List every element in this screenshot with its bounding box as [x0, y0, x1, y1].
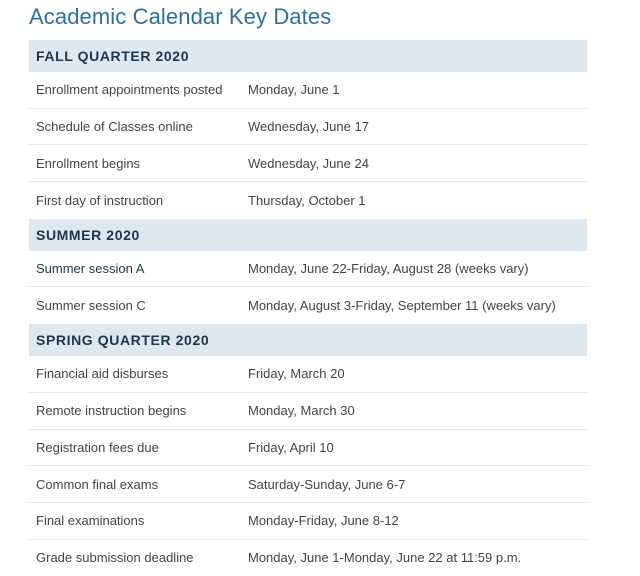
event-date: Friday, March 20	[248, 366, 345, 382]
table-row	[29, 109, 587, 146]
section-header-fall-2020: FALL QUARTER 2020	[29, 40, 587, 72]
section-header-spring-2020: SPRING QUARTER 2020	[29, 324, 587, 356]
table-row	[29, 540, 587, 576]
event-label: Summer session C	[36, 298, 146, 314]
table-row	[29, 72, 587, 109]
table-row	[29, 503, 587, 540]
event-label: Enrollment begins	[36, 155, 141, 171]
table-row	[29, 251, 587, 288]
event-date: Monday, August 3-Friday, September 11 (weeks vary)	[248, 298, 556, 314]
event-label: Financial aid disburses	[36, 366, 169, 382]
table-row	[29, 182, 587, 219]
event-date: Monday, June 1	[248, 82, 340, 98]
event-label: Remote instruction begins	[36, 403, 187, 419]
event-date: Monday, June 1-Monday, June 22 at 11:59 p.m.	[248, 550, 522, 566]
table-row	[29, 430, 587, 467]
event-date: Friday, April 10	[248, 439, 334, 455]
event-date: Monday-Friday, June 8-12	[248, 513, 399, 529]
table-row	[29, 145, 587, 182]
event-label: Summer session A	[36, 261, 145, 277]
event-label: First day of instruction	[36, 192, 164, 208]
event-date: Saturday-Sunday, June 6-7	[248, 476, 406, 492]
event-date: Monday, March 30	[248, 403, 355, 419]
event-label: Enrollment appointments posted	[36, 82, 223, 98]
event-label: Final examinations	[36, 513, 145, 529]
table-row	[29, 287, 587, 324]
table-row	[29, 466, 587, 503]
event-date: Thursday, October 1	[248, 192, 366, 208]
event-date: Wednesday, June 17	[248, 119, 369, 135]
event-label: Registration fees due	[36, 439, 159, 455]
table-row	[29, 356, 587, 393]
table-row	[29, 393, 587, 430]
event-date: Monday, June 22-Friday, August 28 (weeks vary)	[248, 261, 529, 277]
key-dates-table	[29, 40, 587, 576]
event-label: Schedule of Classes online	[36, 119, 193, 135]
event-date: Wednesday, June 24	[248, 155, 369, 171]
section-header-summer-2020: SUMMER 2020	[29, 219, 587, 251]
event-label: Common final exams	[36, 476, 159, 492]
page-title: Academic Calendar Key Dates	[29, 4, 332, 29]
event-label: Grade submission deadline	[36, 550, 194, 566]
